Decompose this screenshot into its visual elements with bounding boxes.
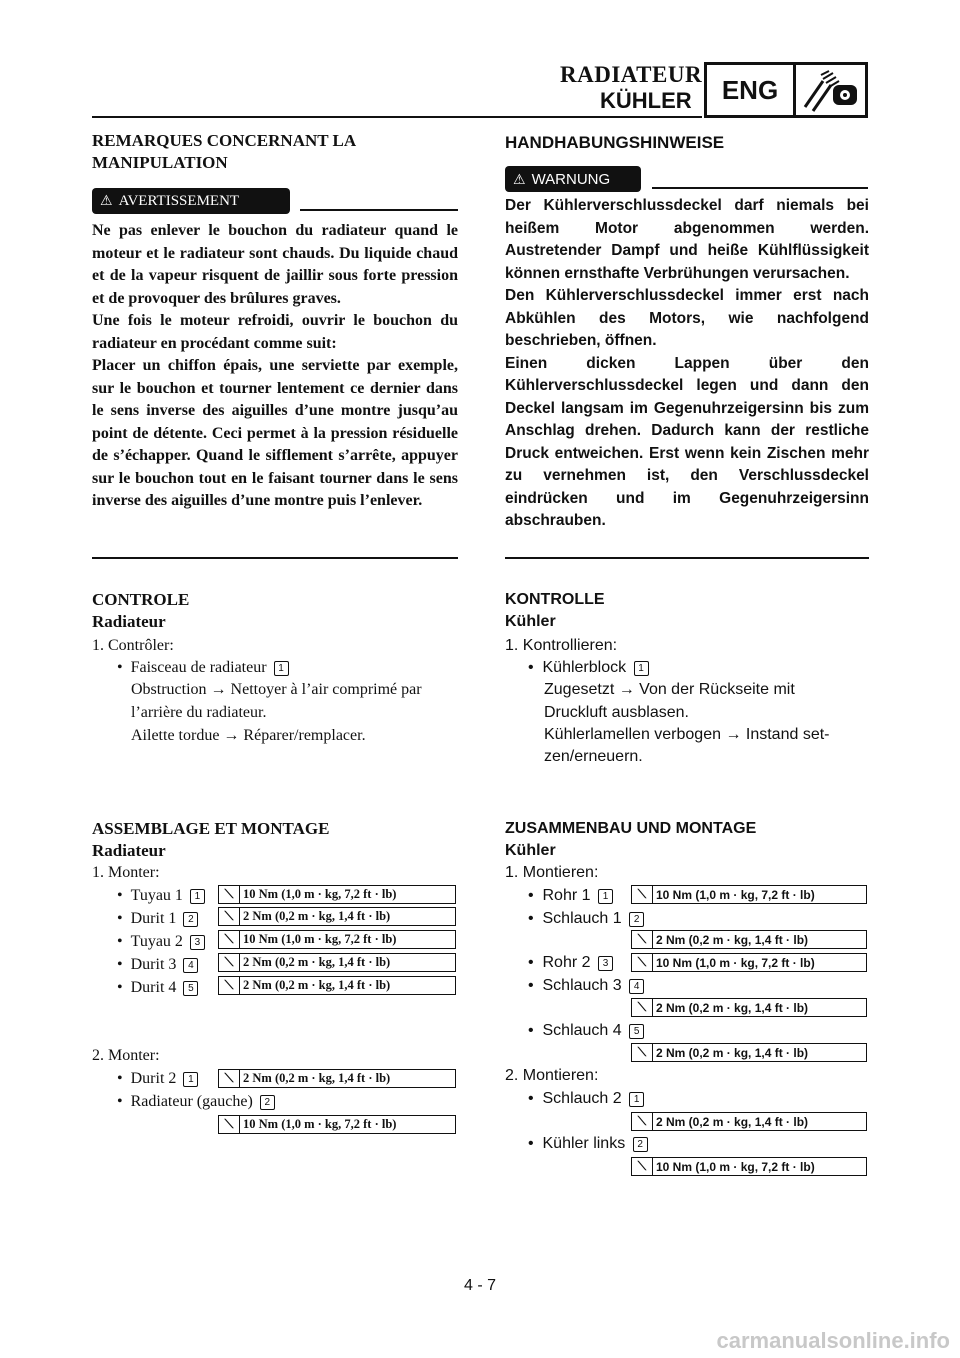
torque-spec: ⟍ 10 Nm (1,0 m · kg, 7,2 ft · lb) [218,930,456,949]
de-check-item: • Kühlerblock 1 [528,658,649,678]
de-warning-label: WARNUNG [531,170,611,188]
wrench-icon: ⟍ [632,931,653,948]
wrench-icon: ⟍ [632,954,653,971]
fr-step1: 1. Monter: [92,864,160,881]
fr-step1-item: • Tuyau 1 1 [117,886,205,906]
warning-triangle-icon: ⚠ [100,193,113,209]
de-step2-item: • Schlauch 2 1 [528,1089,644,1109]
watermark: carmanualsonline.info [716,1328,950,1353]
torque-spec: ⟍ 10 Nm (1,0 m · kg, 7,2 ft · lb) [631,1157,867,1176]
de-warning-badge [505,166,641,192]
fr-check-line: Ailette tordue → Réparer/remplacer. [131,727,366,744]
header-title-fr: RADIATEUR [560,62,703,87]
de-check-line: zen/erneuern. [544,748,643,765]
fr-warning-label: AVERTISSEMENT [118,192,240,209]
fr-warning-paragraph: Une fois le moteur refroidi, ouvrir le bouchon du radiateur en procédant comme suit: [92,312,458,352]
de-step2-item: • Kühler links 2 [528,1134,648,1154]
de-check-step: 1. Kontrollieren: [505,637,618,654]
de-step1: 1. Montieren: [505,864,599,881]
de-step1-item: • Schlauch 4 5 [528,1021,644,1041]
de-check-title: KONTROLLE [505,591,605,608]
de-handling-title: HANDHABUNGSHINWEISE [505,133,725,152]
radiator-engine-icon [796,65,865,115]
fr-check-line: l’arrière du radiateur. [131,704,267,721]
de-check-line: Zugesetzt → Von der Rückseite mit [544,681,795,698]
fr-step1-item: • Durit 1 2 [117,909,198,929]
header-title-de: KÜHLER [600,88,692,113]
fr-check-item: • Faisceau de radiateur 1 [117,658,289,678]
wrench-icon: ⟍ [219,1070,240,1087]
eng-label: ENG [707,65,796,115]
wrench-icon: ⟍ [632,886,653,903]
torque-spec: ⟍ 2 Nm (0,2 m · kg, 1,4 ft · lb) [631,1043,867,1062]
de-check-subtitle: Kühler [505,613,556,630]
fr-assembly-title: ASSEMBLAGE ET MONTAGE [92,819,330,838]
de-step2: 2. Montieren: [505,1067,599,1084]
fr-step1-item: • Tuyau 2 3 [117,932,205,952]
torque-spec: ⟍ 10 Nm (1,0 m · kg, 7,2 ft · lb) [218,885,456,904]
fr-check-title: CONTROLE [92,590,190,609]
wrench-icon: ⟍ [219,954,240,971]
fr-step2-item: • Durit 2 1 [117,1069,198,1089]
wrench-icon: ⟍ [632,1158,653,1175]
eng-section-tab [704,62,868,118]
torque-spec: ⟍ 2 Nm (0,2 m · kg, 1,4 ft · lb) [218,907,456,926]
fr-warning-badge [92,188,290,214]
de-check-line: Kühlerlamellen verbogen → Instand set- [544,726,830,743]
wrench-icon: ⟍ [632,1113,653,1130]
de-check-line: Druckluft ausblasen. [544,704,689,721]
fr-warning-text [92,220,458,513]
de-step1-item: • Schlauch 1 2 [528,909,644,929]
torque-spec: ⟍ 10 Nm (1,0 m · kg, 7,2 ft · lb) [631,885,867,904]
fr-check-step: 1. Contrôler: [92,637,174,654]
fr-step2-item: • Radiateur (gauche) 2 [117,1092,275,1112]
wrench-icon: ⟍ [219,886,240,903]
de-warning-paragraph: Einen dicken Lappen über den Kühlerverschlussdeckel legen und dann den Deckel langsam im Gegenuhrzeigersinn bis zum Anschlag drehen. Dadurch kann der restliche Druck entweichen. Erst wenn kein Zischen mehr zu vernehmen ist, den Verschlussdeckel eindrücken und im Gegenuhrzeigersinn abschrauben. [505,354,869,529]
wrench-icon: ⟍ [632,1044,653,1061]
torque-spec: ⟍ 2 Nm (0,2 m · kg, 1,4 ft · lb) [218,976,456,995]
wrench-icon: ⟍ [632,999,653,1016]
de-warning-end-rule [505,557,869,559]
fr-warning-paragraph: Ne pas enlever le bouchon du radiateur quand le moteur et le radiateur sont chauds. Du liquide chaud et de la vapeur risquent de jaillir sous forte pression et de provoquer des brûlures graves. [92,222,458,307]
fr-warning-rule [300,209,458,211]
page-number: 4 - 7 [463,1277,496,1294]
torque-spec: ⟍ 2 Nm (0,2 m · kg, 1,4 ft · lb) [218,1069,456,1088]
de-step1-item: • Rohr 2 3 [528,953,613,973]
de-warning-paragraph: Der Kühlerverschlussdeckel darf niemals bei heißem Motor abgenommen werden. Austretender Dampf und heiße Kühlflüssigkeit können ernsthafte Verbrühungen verursachen. [505,197,869,282]
fr-step1-item: • Durit 3 4 [117,955,198,975]
torque-spec: ⟍ 2 Nm (0,2 m · kg, 1,4 ft · lb) [631,930,867,949]
fr-check-line: Obstruction → Nettoyer à l’air comprimé par [131,681,422,698]
fr-assembly-subtitle: Radiateur [92,841,166,860]
torque-spec: ⟍ 2 Nm (0,2 m · kg, 1,4 ft · lb) [218,953,456,972]
wrench-icon: ⟍ [219,977,240,994]
warning-triangle-icon: ⚠ [513,170,526,187]
torque-spec: ⟍ 10 Nm (1,0 m · kg, 7,2 ft · lb) [218,1115,456,1134]
fr-warning-paragraph: Placer un chiffon épais, une serviette par exemple, sur le bouchon et tourner lentement ce dernier dans le sens inverse des aiguilles d’une montre jusqu’au point de détente. Ceci permet à la pression résiduelle de s’échapper. Quand le sifflement s’arrête, appuyer sur le bouchon tout en le faisant tourner dans le sens inverse des aiguilles d’une montre puis l’enlever. [92,357,458,509]
header-rule [92,116,702,118]
fr-check-subtitle: Radiateur [92,612,166,631]
de-assembly-title: ZUSAMMENBAU UND MONTAGE [505,820,757,837]
de-step1-item: • Schlauch 3 4 [528,976,644,996]
fr-handling-title: REMARQUES CONCERNANT LA MANIPULATION [92,131,356,172]
de-step1-item: • Rohr 1 1 [528,886,613,906]
de-warning-rule [652,187,868,189]
de-assembly-subtitle: Kühler [505,842,556,859]
de-warning-text [505,195,869,533]
wrench-icon: ⟍ [219,1116,240,1133]
wrench-icon: ⟍ [219,908,240,925]
fr-step2: 2. Monter: [92,1047,160,1064]
wrench-icon: ⟍ [219,931,240,948]
torque-spec: ⟍ 2 Nm (0,2 m · kg, 1,4 ft · lb) [631,998,867,1017]
fr-warning-end-rule [92,557,458,559]
fr-step1-item: • Durit 4 5 [117,978,198,998]
torque-spec: ⟍ 2 Nm (0,2 m · kg, 1,4 ft · lb) [631,1112,867,1131]
torque-spec: ⟍ 10 Nm (1,0 m · kg, 7,2 ft · lb) [631,953,867,972]
de-warning-paragraph: Den Kühlerverschlussdeckel immer erst nach Abkühlen des Motors, wie nachfolgend beschrieben, öffnen. [505,287,869,349]
